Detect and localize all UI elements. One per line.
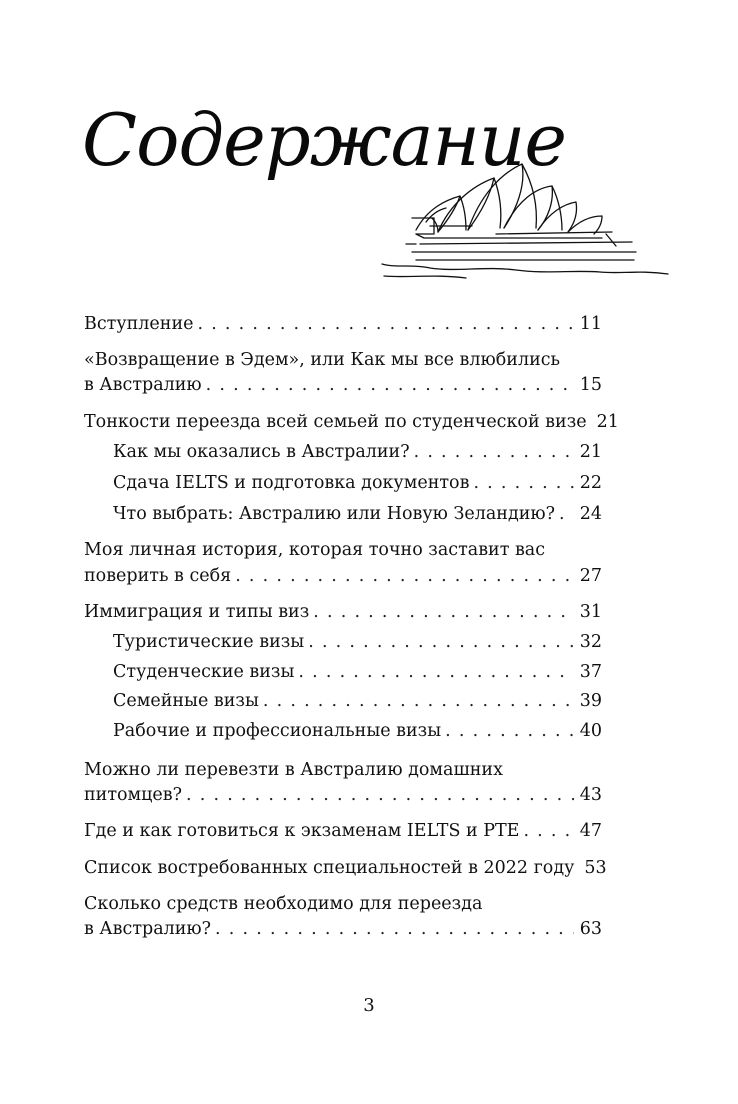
toc-entry-page: 31 (579, 602, 602, 622)
toc-entry-page: 21 (579, 442, 602, 462)
toc-entry-title: Что выбрать: Австралию или Новую Зеландию? (113, 504, 556, 524)
toc-entry-title: поверить в себя (84, 566, 232, 586)
toc-entry-title-line1[interactable]: «Возвращение в Эдем», или Как мы все влюбились (84, 350, 561, 370)
toc-entry[interactable] (84, 565, 602, 587)
toc-entry-title: Вступление (84, 314, 194, 334)
leader-dots (263, 690, 574, 712)
toc-entry-title: Список востребованных специальностей в 2022 году (84, 858, 575, 878)
toc-entry-page: 27 (579, 566, 602, 586)
toc-entry[interactable] (84, 820, 602, 842)
toc-entry[interactable] (84, 601, 602, 623)
toc-entry-page: 53 (584, 858, 607, 878)
toc-entry-title: Сдача IELTS и подготовка документов (113, 473, 470, 493)
page-title: Содержание (82, 98, 566, 182)
leader-dots (445, 720, 574, 742)
leader-dots (308, 631, 574, 653)
toc-subentry[interactable] (113, 661, 602, 683)
leader-dots (215, 918, 574, 940)
toc-entry-page: 24 (579, 504, 602, 524)
toc-entry-page: 15 (579, 375, 602, 395)
toc-entry-page: 21 (596, 412, 619, 432)
leader-dots (186, 784, 574, 806)
leader-dots (523, 820, 573, 842)
toc-subentry[interactable] (113, 631, 602, 653)
toc-entry[interactable] (84, 918, 602, 940)
toc-entry-page: 63 (579, 919, 602, 939)
toc-entry-title-line1[interactable]: Моя личная история, которая точно заставит вас (84, 540, 546, 560)
leader-dots (414, 441, 574, 463)
toc-entry-title: Как мы оказались в Австралии? (113, 442, 410, 462)
toc-entry-title: Рабочие и профессиональные визы (113, 721, 442, 741)
leader-dots (197, 313, 573, 335)
toc-entry-page: 37 (579, 662, 602, 682)
toc-subentry[interactable] (113, 720, 602, 742)
leader-dots (313, 601, 573, 623)
page-number: 3 (363, 995, 375, 1016)
toc-subentry[interactable] (113, 690, 602, 712)
leader-dots (298, 661, 573, 683)
leader-dots (206, 374, 574, 396)
toc-subentry[interactable] (113, 472, 602, 494)
toc-entry-page: 40 (579, 721, 602, 741)
toc-entry-title-line1[interactable]: Сколько средств необходимо для переезда (84, 894, 483, 914)
toc-entry-page: 22 (579, 473, 602, 493)
toc-entry-title: Где и как готовиться к экзаменам IELTS и PTE (84, 821, 520, 841)
toc-entry-title: Семейные визы (113, 691, 259, 711)
toc-entry-page: 43 (579, 785, 602, 805)
toc-entry[interactable] (84, 857, 607, 879)
toc-subentry[interactable] (113, 441, 602, 463)
leader-dots (235, 565, 574, 587)
toc-entry-title: Иммиграция и типы виз (84, 602, 310, 622)
toc-entry[interactable] (84, 784, 602, 806)
toc-entry-page: 32 (579, 632, 602, 652)
toc-entry-title: в Австралию? (84, 919, 212, 939)
toc-entry[interactable] (84, 374, 602, 396)
toc-entry-page: 11 (579, 314, 602, 334)
toc-entry-title: Туристические визы (113, 632, 305, 652)
toc-entry-title: питомцев? (84, 785, 183, 805)
toc-entry[interactable] (84, 313, 602, 335)
toc-entry[interactable] (84, 411, 619, 433)
leader-dots (473, 472, 573, 494)
toc-entry-page: 39 (579, 691, 602, 711)
toc-entry-title: в Австралию (84, 375, 202, 395)
toc-entry-page: 47 (579, 821, 602, 841)
leader-dots (559, 503, 574, 525)
toc-entry-title: Студенческие визы (113, 662, 295, 682)
toc-subentry[interactable] (113, 503, 602, 525)
toc-entry-title-line1[interactable]: Можно ли перевезти в Австралию домашних (84, 760, 503, 780)
toc-entry-title: Тонкости переезда всей семьей по студенческой визе (84, 412, 587, 432)
